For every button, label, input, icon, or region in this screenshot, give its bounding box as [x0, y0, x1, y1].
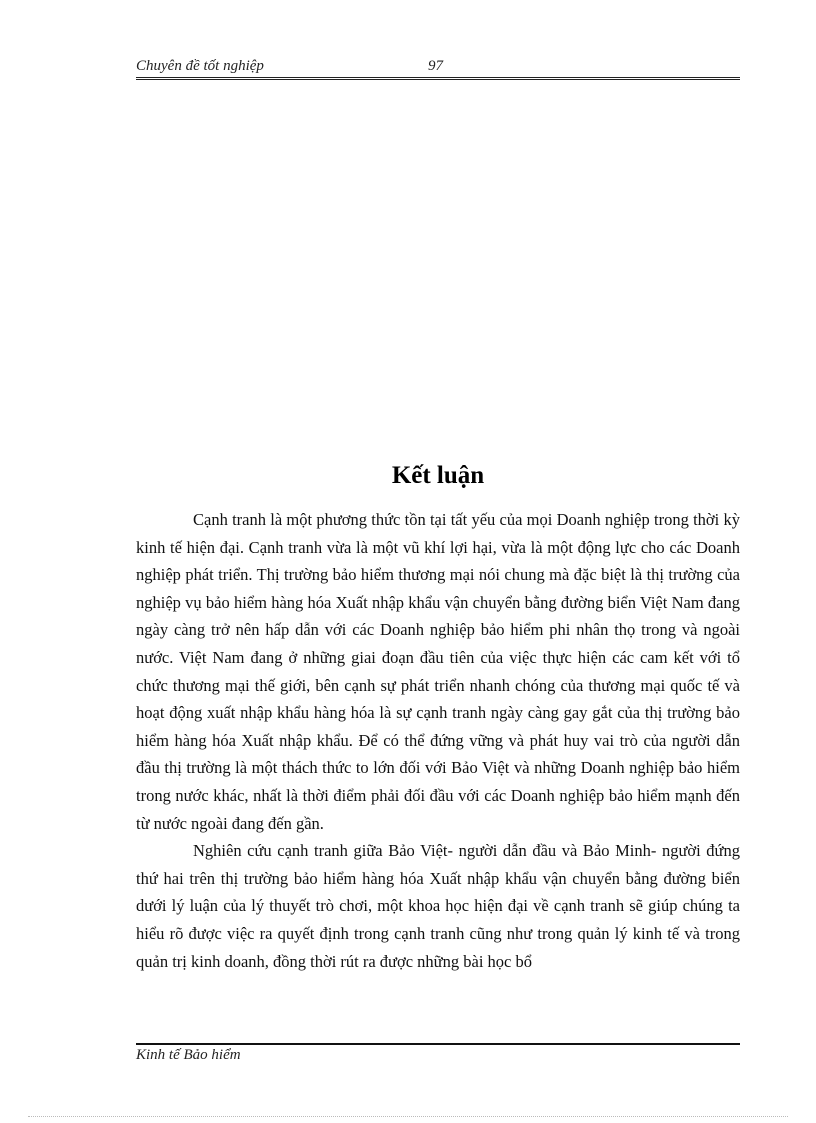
- footer-text: Kinh tế Bảo hiểm: [136, 1047, 241, 1063]
- body-text: [136, 506, 740, 975]
- page-edge-divider: [28, 1116, 788, 1117]
- header-title: Chuyên đề tốt nghiệp: [136, 58, 264, 74]
- paragraph: Cạnh tranh là một phương thức tồn tại tất yếu của mọi Doanh nghiệp trong thời kỳ kinh tế hiện đại. Cạnh tranh vừa là một vũ khí lợi hại, vừa là một động lực cho các Doanh nghiệp phát triển. Thị trường bảo hiểm thương mại nói chung mà đặc biệt là thị trường của nghiệp vụ bảo hiểm hàng hóa Xuất nhập khẩu vận chuyển bằng đường biển Việt Nam đang ngày càng trở nên hấp dẫn với các Doanh nghiệp bảo hiểm phi nhân thọ trong và ngoài nước. Việt Nam đang ở những giai đoạn đầu tiên của việc thực hiện các cam kết với tổ chức thương mại thế giới, bên cạnh sự phát triển nhanh chóng của thương mại quốc tế và hoạt động xuất nhập khẩu hàng hóa là sự cạnh tranh ngày càng gay gắt của thị trường bảo hiểm hàng hóa Xuất nhập khẩu. Để có thể đứng vững và phát huy vai trò của người dẫn đầu thị trường là một thách thức to lớn đối với Bảo Việt và những Doanh nghiệp bảo hiểm trong nước khác, nhất là thời điểm phải đối đầu với các Doanh nghiệp bảo hiểm mạnh đến từ nước ngoài đang đến gần.: [136, 510, 740, 833]
- section-heading: Kết luận: [391, 462, 485, 489]
- paragraph: Nghiên cứu cạnh tranh giữa Bảo Việt- người dẫn đầu và Bảo Minh- người đứng thứ hai trên thị trường bảo hiểm hàng hóa Xuất nhập khẩu vận chuyển bằng đường biển dưới lý luận của lý thuyết trò chơi, một khoa học hiện đại về cạnh tranh sẽ giúp chúng ta hiểu rõ được việc ra quyết định trong cạnh tranh cũng như trong quản lý kinh tế và trong quản trị kinh doanh, đồng thời rút ra được những bài học bổ: [136, 841, 740, 971]
- header-rule: [136, 77, 740, 80]
- page-header: [136, 58, 740, 78]
- footer-rule: [136, 1043, 740, 1045]
- page-number: 97: [428, 58, 443, 74]
